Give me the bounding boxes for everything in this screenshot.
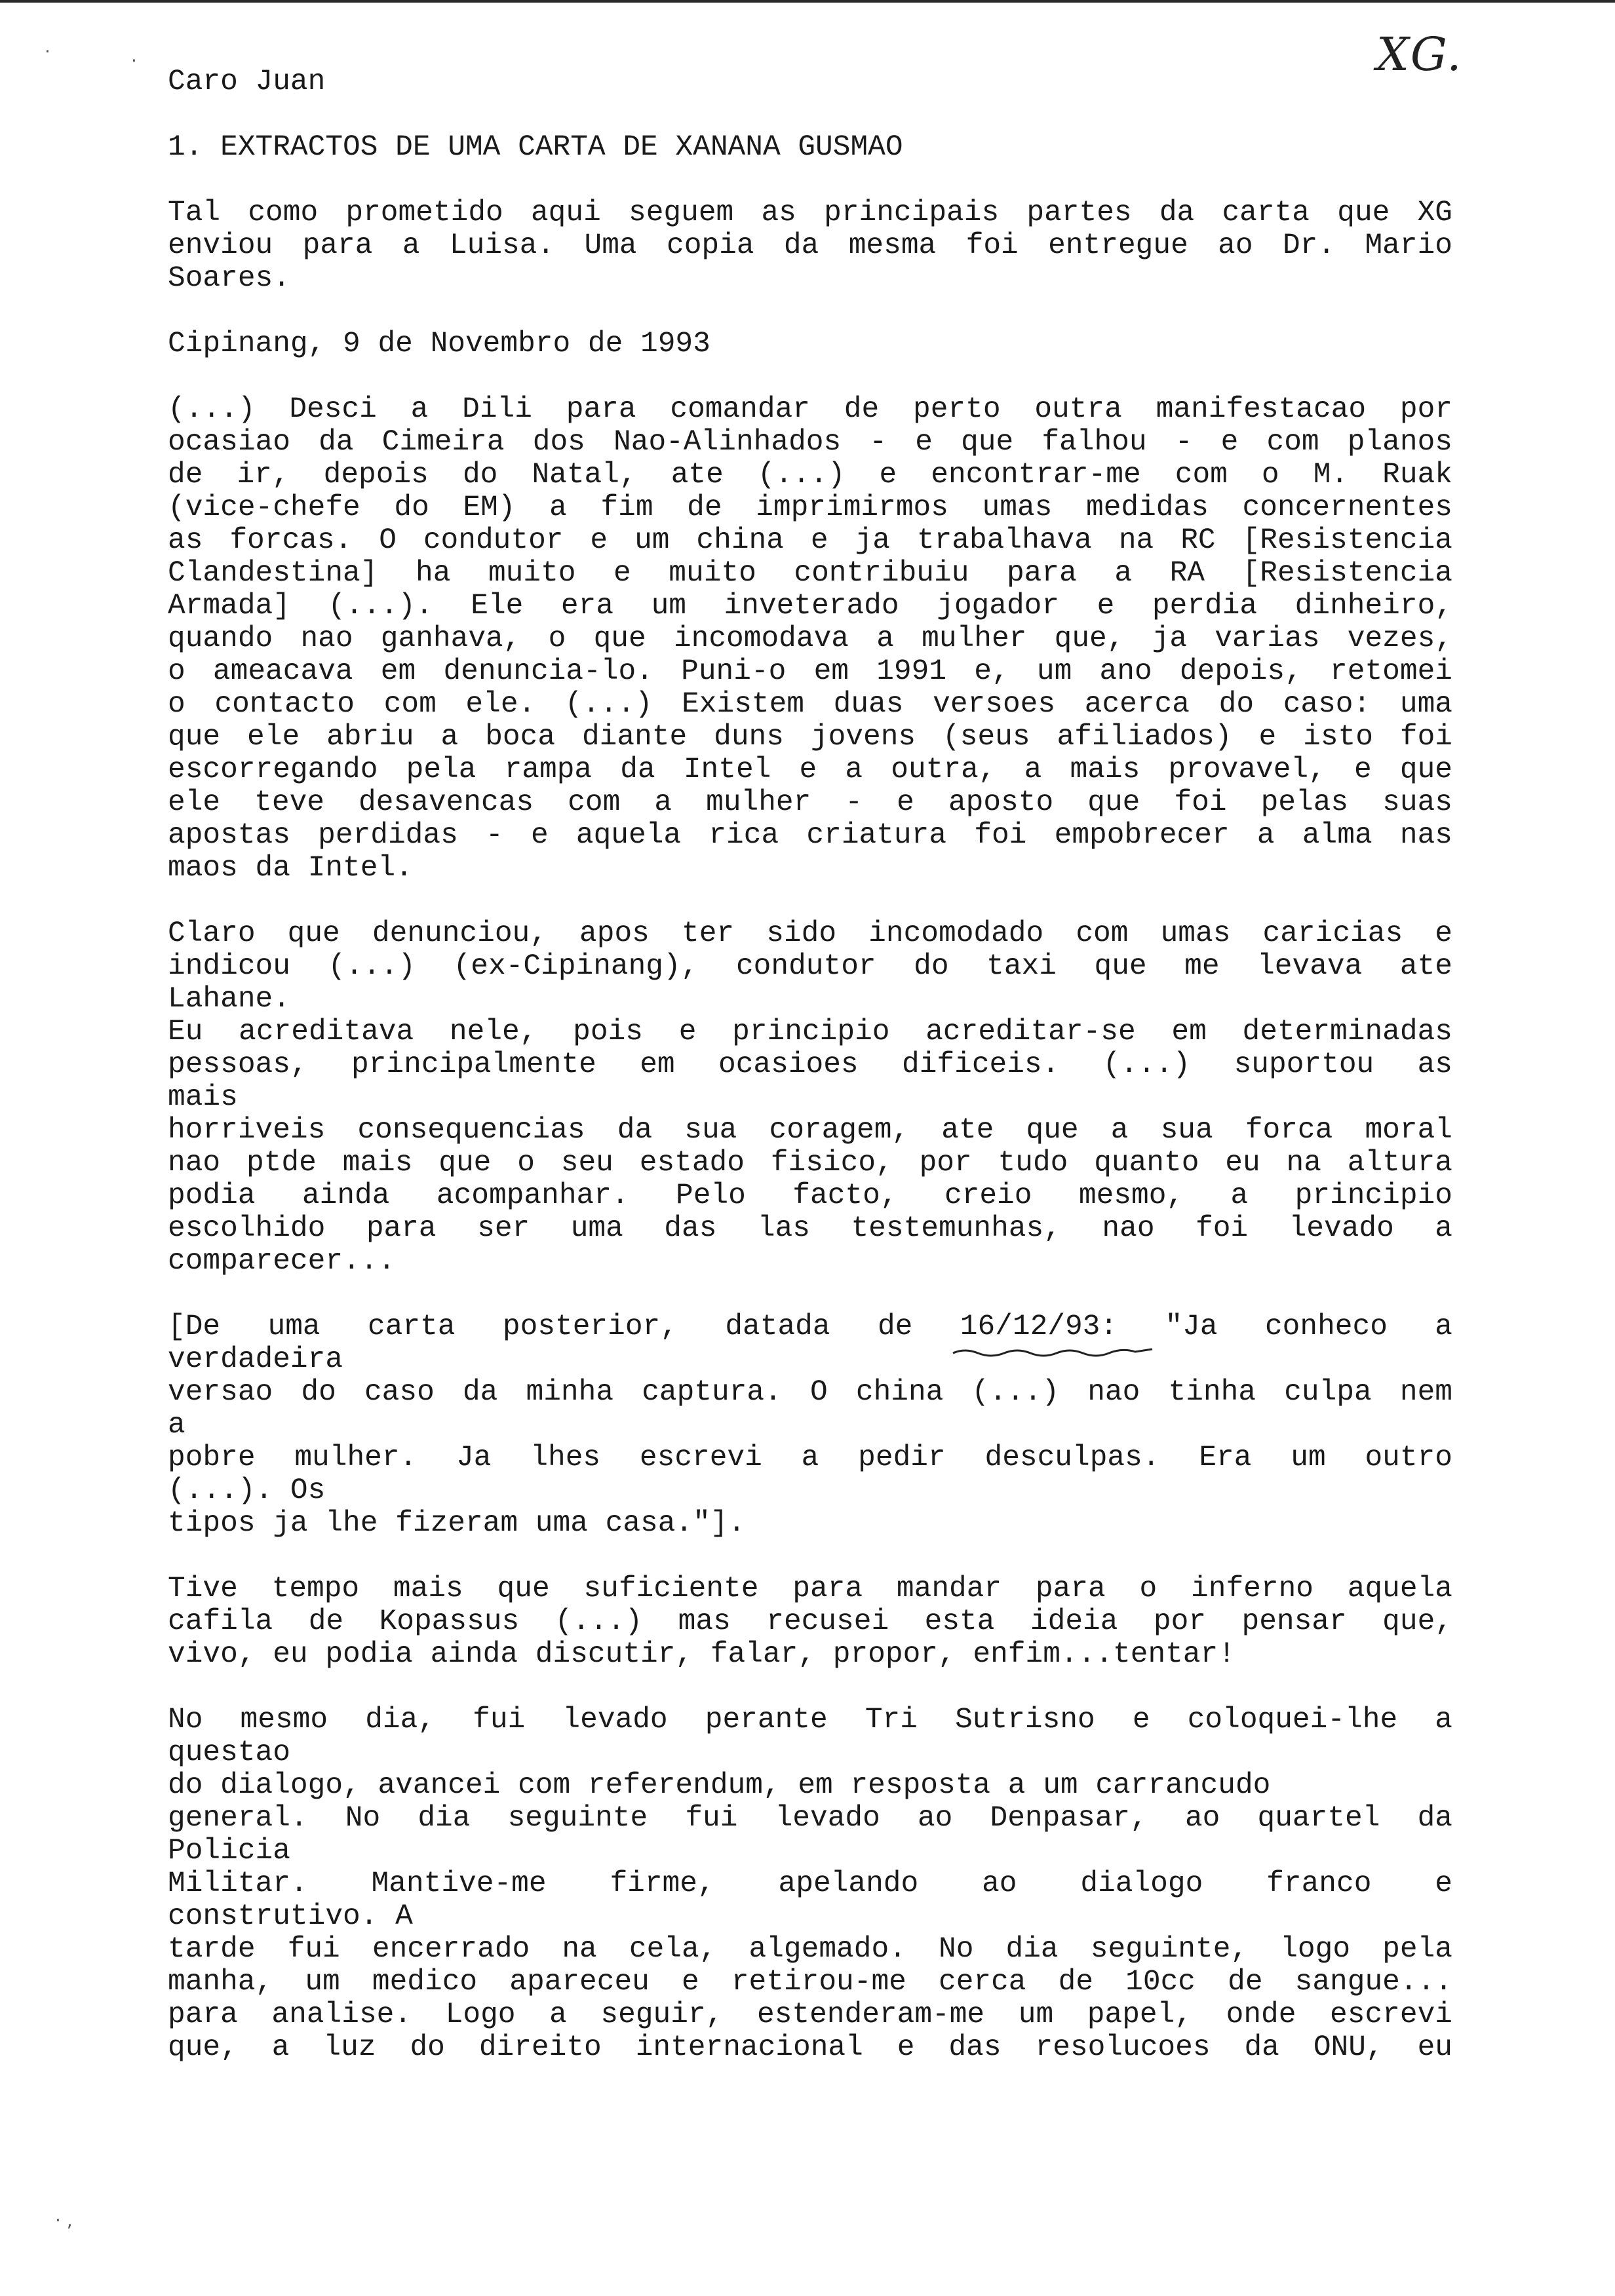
text-line: verdadeira	[168, 1343, 343, 1376]
text-line: podia ainda acompanhar. Pelo facto, creio mesmo, a principio	[168, 1179, 1452, 1212]
text-line: indicou (...) (ex-Cipinang), condutor do taxi que me levava ate	[168, 950, 1452, 983]
text-line: comparecer...	[168, 1245, 396, 1278]
text-line: Soares.	[168, 262, 290, 295]
text-line: Tal como prometido aqui seguem as principais partes da carta que XG	[168, 197, 1452, 229]
text-line: de ir, depois do Natal, ate (...) e encontrar-me com o M. Ruak	[168, 459, 1452, 491]
text-line: Claro que denunciou, apos ter sido incomodado com umas caricias e	[168, 917, 1452, 950]
scan-speck: ·	[45, 41, 50, 62]
text-line: maos da Intel.	[168, 852, 413, 885]
text-line: pessoas, principalmente em ocasioes dificeis. (...) suportou as	[168, 1048, 1452, 1081]
text-line: o contacto com ele. (...) Existem duas versoes acerca do caso: uma	[168, 688, 1452, 721]
handwritten-underline	[952, 1347, 1155, 1360]
text-line: para analise. Logo a seguir, estenderam-me um papel, onde escrevi	[168, 1999, 1452, 2031]
text-line: a	[168, 1409, 185, 1442]
text-line: quando nao ganhava, o que incomodava a mulher que, ja varias vezes,	[168, 622, 1452, 655]
text-line: Militar. Mantive-me firme, apelando ao dialogo franco e	[168, 1867, 1452, 1900]
scan-speck: ·	[131, 50, 137, 71]
text-line: as forcas. O condutor e um china e ja trabalhava na RC [Resistencia	[168, 524, 1452, 557]
paragraph	[168, 917, 1452, 1278]
text-line: questao	[168, 1736, 290, 1769]
paragraph	[168, 393, 1452, 885]
salutation: Caro Juan	[168, 66, 326, 98]
page-top-rule	[0, 0, 1615, 3]
text-line: Armada] (...). Ele era um inveterado jogador e perdia dinheiro,	[168, 590, 1452, 622]
text-line: que, a luz do direito internacional e das resolucoes da ONU, eu	[168, 2031, 1452, 2064]
text-line: pobre mulher. Ja lhes escrevi a pedir desculpas. Era um outro	[168, 1442, 1452, 1474]
text-line: (vice-chefe do EM) a fim de imprimirmos umas medidas concernentes	[168, 491, 1452, 524]
text-line: escolhido para ser uma das las testemunhas, nao foi levado a	[168, 1212, 1452, 1245]
text-line: manha, um medico apareceu e retirou-me cerca de 10cc de sangue...	[168, 1966, 1452, 1999]
text-line: tipos ja lhe fizeram uma casa."].	[168, 1507, 746, 1540]
intro-paragraph	[168, 197, 1452, 295]
text-line: mais	[168, 1081, 238, 1114]
text-line: ocasiao da Cimeira dos Nao-Alinhados - e que falhou - e com planos	[168, 426, 1452, 459]
text-line: Tive tempo mais que suficiente para mandar para o inferno aquela	[168, 1573, 1452, 1605]
text-line: construtivo. A	[168, 1900, 413, 1933]
text-line: o ameacava em denuncia-lo. Puni-o em 1991 e, um ano depois, retomei	[168, 655, 1452, 688]
text-line: general. No dia seguinte fui levado ao Denpasar, ao quartel da	[168, 1802, 1452, 1835]
text-line: Clandestina] ha muito e muito contribuiu para a RA [Resistencia	[168, 557, 1452, 590]
text-line: versao do caso da minha captura. O china (...) nao tinha culpa nem	[168, 1376, 1452, 1409]
text-line: cafila de Kopassus (...) mas recusei esta ideia por pensar que,	[168, 1605, 1452, 1638]
text-line: ele teve desavencas com a mulher - e aposto que foi pelas suas	[168, 786, 1452, 819]
text-line: (...). Os	[168, 1474, 326, 1507]
text-line: vivo, eu podia ainda discutir, falar, propor, enfim...tentar!	[168, 1638, 1236, 1671]
text-line: [De uma carta posterior, datada de 16/12/93: "Ja conheco a	[168, 1311, 1452, 1343]
text-line: No mesmo dia, fui levado perante Tri Sutrisno e coloquei-lhe a	[168, 1704, 1452, 1736]
text-line: Lahane.	[168, 983, 290, 1016]
text-line: tarde fui encerrado na cela, algemado. No dia seguinte, logo pela	[168, 1933, 1452, 1966]
paragraph	[168, 1311, 1452, 1540]
text-line: enviou para a Luisa. Uma copia da mesma foi entregue ao Dr. Mario	[168, 229, 1452, 262]
text-line: Eu acreditava nele, pois e principio acreditar-se em determinadas	[168, 1016, 1452, 1048]
letter-body	[168, 66, 1452, 2064]
paragraph	[168, 1704, 1452, 2064]
text-line: horriveis consequencias da sua coragem, ate que a sua forca moral	[168, 1114, 1452, 1147]
scan-speck: · ,	[55, 2210, 73, 2231]
text-line: escorregando pela rampa da Intel e a outra, a mais provavel, e que	[168, 754, 1452, 786]
text-line: que ele abriu a boca diante duns jovens (seus afiliados) e isto foi	[168, 721, 1452, 754]
text-line: do dialogo, avancei com referendum, em resposta a um carrancudo	[168, 1769, 1271, 1802]
text-line: apostas perdidas - e aquela rica criatura foi empobrecer a alma nas	[168, 819, 1452, 852]
place-date: Cipinang, 9 de Novembro de 1993	[168, 328, 710, 360]
handwritten-initials: XG.	[1376, 28, 1463, 81]
text-line: Policia	[168, 1835, 290, 1867]
paragraph	[168, 1573, 1452, 1671]
text-line: (...) Desci a Dili para comandar de perto outra manifestacao por	[168, 393, 1452, 426]
section-heading: 1. EXTRACTOS DE UMA CARTA DE XANANA GUSMAO	[168, 131, 903, 164]
text-line: nao ptde mais que o seu estado fisico, por tudo quanto eu na altura	[168, 1147, 1452, 1179]
